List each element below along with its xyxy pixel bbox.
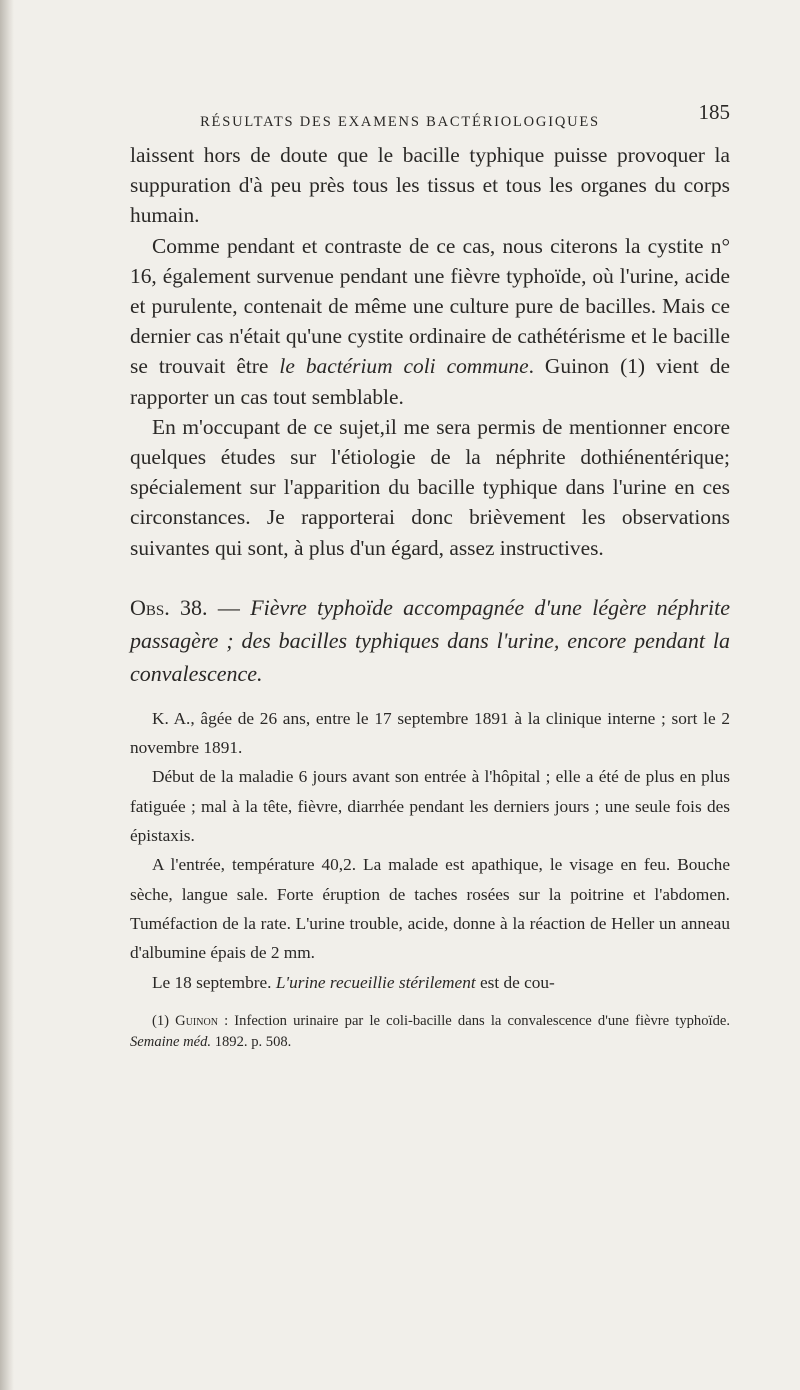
- footnote-text-a: : Infection urinaire par le coli-bacille dans la convalescence d'une fièvre typhoïde.: [217, 1012, 730, 1029]
- footnote: [130, 1011, 730, 1053]
- case-sept-18-italic: L'urine recueillie stérilement: [275, 972, 476, 992]
- paragraph-nephritis: En m'occupant de ce sujet,il me sera permis de mentionner encore quelques études sur l'étiologie de la néphrite dothiénentérique; spécialement sur l'apparition du bacille typhique dans l'urine en ces circonstances. Je rapporterai donc brièvement les observations suivantes qui sont, à plus d'un égard, assez instructives.: [130, 414, 730, 560]
- footnote-spacer: [130, 997, 730, 1011]
- book-page: [130, 100, 730, 1053]
- paragraph-cystitis-text-b: . Guinon (1) vient de rapporter un cas tout semblable.: [130, 354, 730, 409]
- footnote-marker: (1): [152, 1012, 176, 1029]
- case-admission: K. A., âgée de 26 ans, entre le 17 septembre 1891 à la clinique interne ; sort le 2 novembre 1891.: [130, 708, 730, 758]
- footnote-journal: Semaine méd.: [130, 1033, 212, 1050]
- footnote-text-b: 1892. p. 508.: [211, 1033, 292, 1050]
- case-report: [130, 704, 730, 997]
- page-number: 185: [698, 100, 730, 124]
- paragraph-cystitis: [130, 231, 730, 412]
- observation-heading: [130, 591, 730, 690]
- paragraph-cystitis-text-a: Comme pendant et contraste de ce cas, nous citerons la cystite n° 16, également survenue pendant une fièvre typhoïde, où l'urine, acide et purulente, contenait de même une culture pure de bacilles. Mais ce dernier cas n'était qu'une cystite ordinaire de cathétérisme et le bacille se trouvait être: [130, 233, 730, 379]
- page-header: [130, 100, 730, 140]
- footnote-author: Guinon: [175, 1012, 218, 1029]
- observation-label: Obs. 38.: [130, 594, 208, 620]
- main-text: [130, 140, 730, 563]
- bacterium-name: le bactérium coli commune: [279, 354, 529, 379]
- paragraph-continuation: laissent hors de doute que le bacille typhique puisse provoquer la suppuration d'à peu près tous les tissus et tous les organes du corps humain.: [130, 143, 730, 228]
- case-entry-exam: A l'entrée, température 40,2. La malade est apathique, le visage en feu. Bouche sèche, langue sale. Forte éruption de taches rosées sur la poitrine et l'abdomen. Tuméfaction de la rate. L'urine trouble, acide, donne à la réaction de Heller un anneau d'albumine épais de 2 mm.: [130, 855, 730, 963]
- case-sept-18-date: Le 18 septembre.: [152, 972, 276, 992]
- case-sept-18-text: est de cou-: [475, 972, 555, 992]
- running-head: RÉSULTATS DES EXAMENS BACTÉRIOLOGIQUES: [200, 114, 600, 130]
- observation-dash: —: [207, 594, 251, 620]
- case-onset: Début de la maladie 6 jours avant son entrée à l'hôpital ; elle a été de plus en plus fatiguée ; mal à la tête, fièvre, diarrhée pendant les derniers jours ; une seule fois des épistaxis.: [130, 767, 730, 846]
- observation-title: Fièvre typhoïde accompagnée d'une légère néphrite passagère ; des bacilles typhiques dans l'urine, encore pendant la convalescence.: [130, 594, 731, 686]
- case-sept-18: [130, 968, 730, 997]
- page-binding-shadow: [0, 0, 14, 1390]
